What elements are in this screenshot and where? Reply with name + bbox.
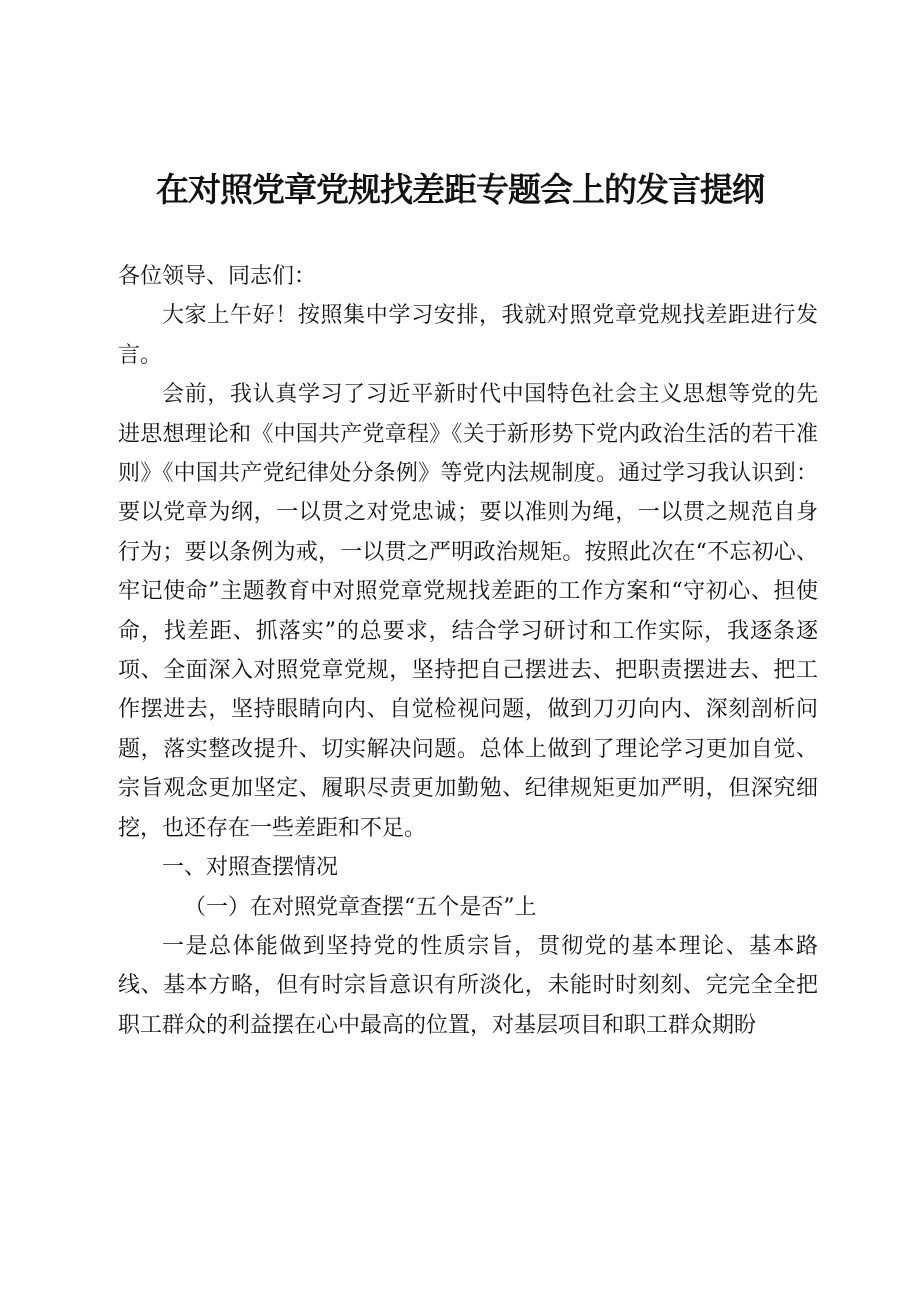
study-paragraph: 会前，我认真学习了习近平新时代中国特色社会主义思想等党的先进思想理论和《中国共产党章程》《关于新形势下党内政治生活的若干准则》《中国共产党纪律处分条例》等党内法规制度。通过学习我认识到：要以党章为纲，一以贯之对党忠诚；要以准则为绳，一以贯之规范自身行为；要以条例为戒，一以贯之严明政治规矩。按照此次在“不忘初心、牢记使命”主题教育中对照党章党规找差距的工作方案和“守初心、担使命，找差距、抓落实”的总要求，结合学习研讨和工作实际，我逐条逐项、全面深入对照党章党规，坚持把自己摆进去、把职责摆进去、把工作摆进去，坚持眼睛向内、自觉检视问题，做到刀刃向内、深刻剖析问题，落实整改提升、切实解决问题。总体上做到了理论学习更加自觉、宗旨观念更加坚定、履职尽责更加勤勉、纪律规矩更加严明，但深究细挖，也还存在一些差距和不足。: [118, 382, 818, 841]
salutation: 各位领导、同志们：: [118, 264, 317, 289]
section-heading: 一、对照查摆情况: [162, 855, 339, 881]
point-one-paragraph: 一是总体能做到坚持党的性质宗旨，贯彻党的基本理论、基本路线、基本方略，但有时宗旨意识有所淡化，未能时时刻刻、完完全全把职工群众的利益摆在心中最高的位置，对基层项目和职工群众期盼: [118, 933, 818, 1038]
opening-paragraph: 大家上午好！按照集中学习安排，我就对照党章党规找差距进行发言。: [118, 303, 818, 368]
document-title: 在对照党章党规找差距专题会上的发言提纲: [156, 170, 764, 209]
document-body: [118, 257, 818, 1045]
sub-heading: （一）在对照党章查摆“五个是否”上: [184, 894, 537, 920]
